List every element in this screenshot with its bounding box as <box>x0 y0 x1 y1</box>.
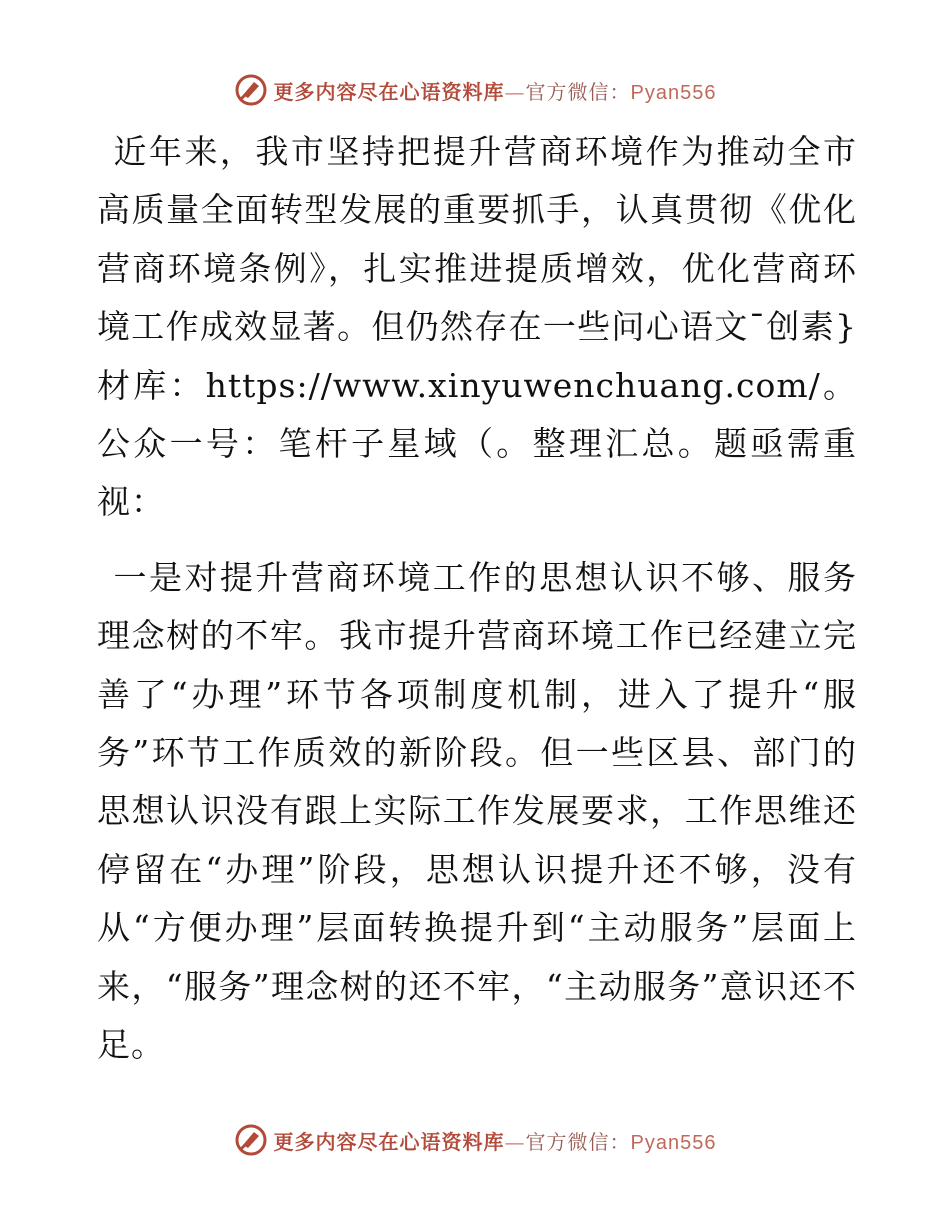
banner-dash: — <box>504 1129 526 1154</box>
banner-dash: — <box>504 79 526 104</box>
banner-text <box>274 76 717 105</box>
banner-wechat-id: Pyan556 <box>630 81 717 104</box>
banner-wechat-id: Pyan556 <box>630 1131 717 1154</box>
header-banner <box>0 70 950 110</box>
document-body <box>97 123 857 1075</box>
banner-text <box>274 1126 717 1155</box>
footer-banner <box>0 1120 950 1160</box>
banner-title: 更多内容尽在心语资料库 <box>273 79 505 104</box>
stamp-logo-icon <box>234 1123 268 1157</box>
banner-title: 更多内容尽在心语资料库 <box>273 1129 505 1154</box>
stamp-logo-icon <box>234 73 268 107</box>
paragraph-point-one: 一是对提升营商环境工作的思想认识不够、服务理念树的不牢。我市提升营商环境工作已经建立完善了“办理”环节各项制度机制，进入了提升“服务”环节工作质效的新阶段。但一些区县、部门的思想认识没有跟上实际工作发展要求，工作思维还停留在“办理”阶段，思想认识提升还不够，没有从“方便办理”层面转换提升到“主动服务”层面上来，“服务”理念树的还不牢，“主动服务”意识还不足。 <box>97 557 857 1065</box>
banner-wechat-label: 官方微信： <box>525 79 631 104</box>
banner-wechat-label: 官方微信： <box>525 1129 631 1154</box>
paragraph-intro: 近年来，我市坚持把提升营商环境作为推动全市高质量全面转型发展的重要抓手，认真贯彻《优化营商环境条例》，扎实推进提质增效，优化营商环境工作成效显著。但仍然存在一些问心语文¯创素}材库：https://www.xinyuwenchuang.com/。公众一号：笔杆子星域（。整理汇总。题亟需重视： <box>97 132 857 522</box>
